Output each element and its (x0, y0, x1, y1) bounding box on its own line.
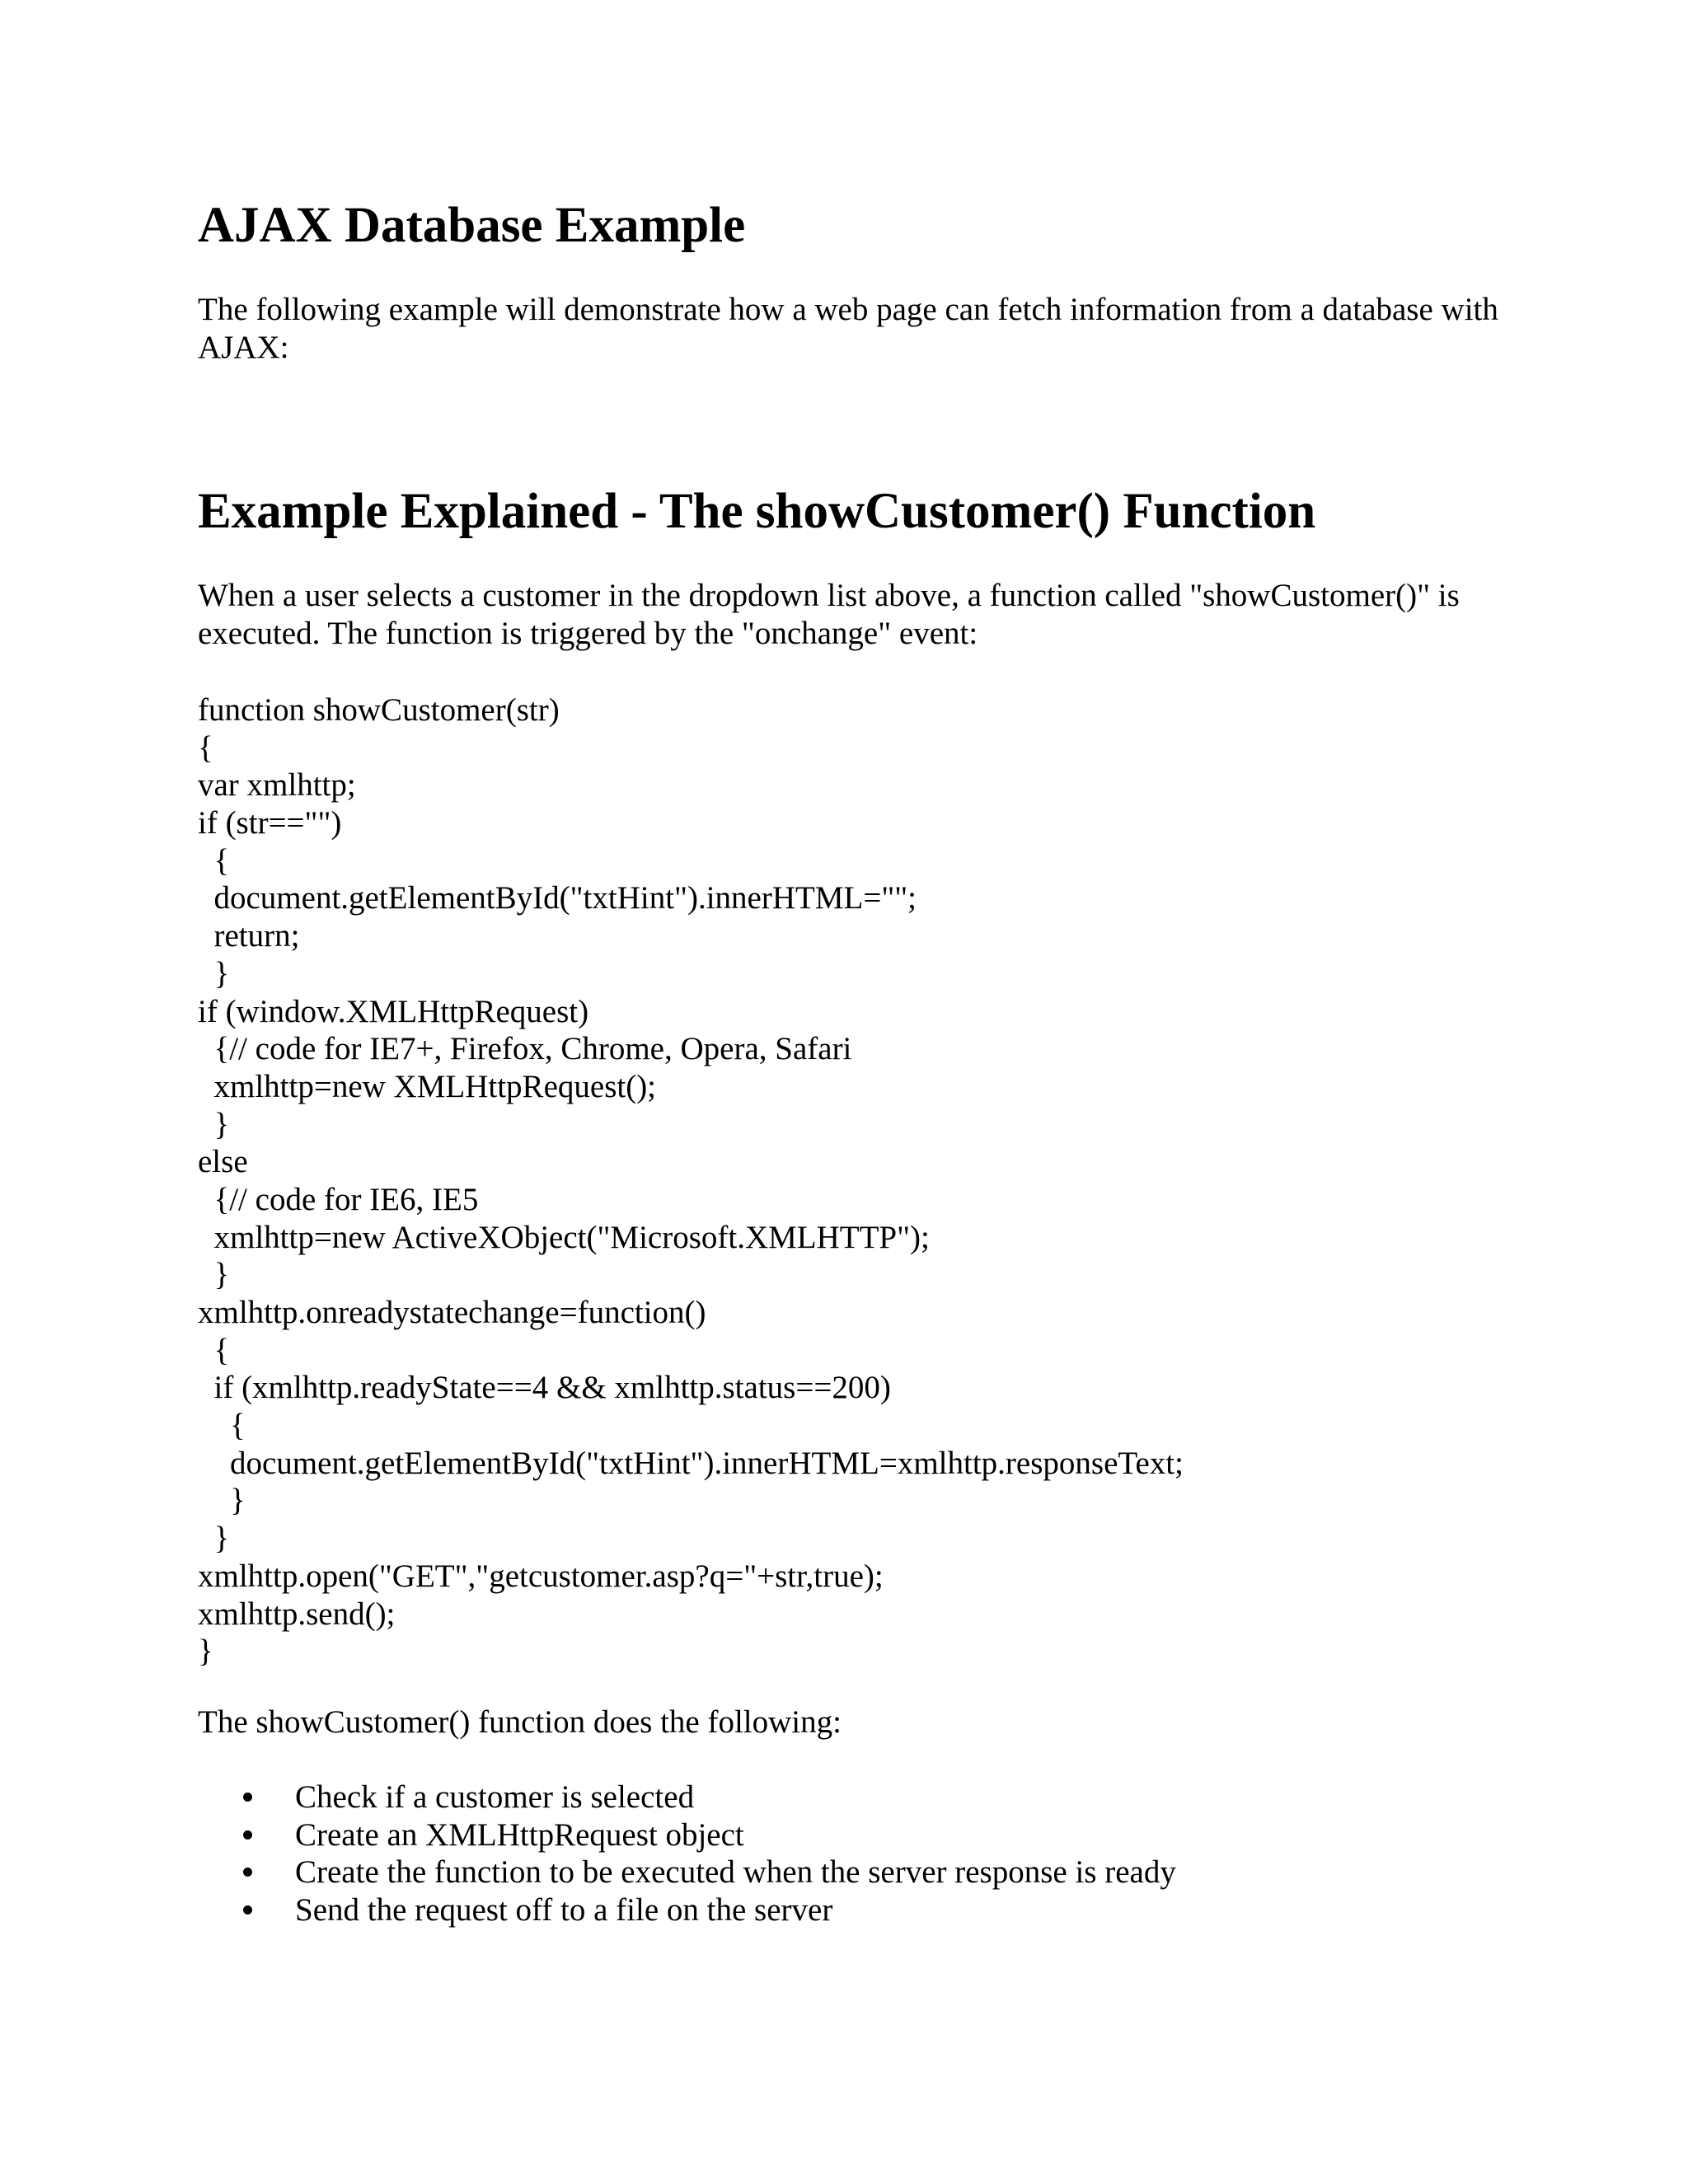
code-line: } (198, 1633, 213, 1670)
bullet-icon (243, 1868, 252, 1877)
explanation-paragraph: When a user selects a customer in the dropdown list above, a function called "showCustomer()" is executed. The function is triggered by the "onchange" event: (198, 578, 1460, 651)
section-heading: Example Explained - The showCustomer() Function (198, 484, 1316, 539)
code-line: } (198, 1106, 230, 1142)
list-item (198, 1779, 1176, 1816)
bullet-icon (243, 1793, 252, 1802)
code-line: xmlhttp=new ActiveXObject("Microsoft.XMLHTTP"); (198, 1219, 930, 1255)
code-line: { (198, 729, 213, 766)
code-line: xmlhttp.open("GET","getcustomer.asp?q="+str,true); (198, 1558, 884, 1594)
code-line: else (198, 1144, 248, 1180)
list-item (198, 1891, 1176, 1929)
list-item-text: Check if a customer is selected (295, 1779, 695, 1815)
code-line: var xmlhttp; (198, 767, 356, 804)
code-line: return; (198, 918, 300, 954)
code-line: {// code for IE6, IE5 (198, 1181, 479, 1217)
code-line: xmlhttp.onreadystatechange=function() (198, 1295, 706, 1330)
code-line: } (198, 1257, 230, 1293)
code-line: { (198, 1408, 246, 1444)
code-line: { (198, 1332, 230, 1368)
code-line: { (198, 842, 230, 879)
code-line: document.getElementById("txtHint").innerHTML=xmlhttp.responseText; (198, 1445, 1184, 1481)
intro-paragraph: The following example will demonstrate how a web page can fetch information from a database with AJAX: (198, 292, 1498, 365)
code-line: if (window.XMLHttpRequest) (198, 993, 589, 1029)
code-line: } (198, 1483, 246, 1519)
list-item-text: Create the function to be executed when the server response is ready (295, 1854, 1176, 1890)
code-line: if (str=="") (198, 805, 342, 841)
code-line: xmlhttp.send(); (198, 1596, 396, 1632)
code-block (198, 691, 1184, 1671)
list-item-text: Send the request off to a file on the server (295, 1891, 833, 1928)
code-line: {// code for IE7+, Firefox, Chrome, Opera, Safari (198, 1031, 852, 1067)
code-line: if (xmlhttp.readyState==4 && xmlhttp.status==200) (198, 1370, 891, 1406)
bullet-icon (243, 1905, 252, 1915)
code-line: } (198, 955, 230, 991)
code-line: } (198, 1521, 230, 1557)
list-item (198, 1816, 1176, 1854)
code-line: xmlhttp=new XMLHttpRequest(); (198, 1068, 657, 1104)
page-title: AJAX Database Example (198, 198, 746, 253)
list-item-text: Create an XMLHttpRequest object (295, 1816, 744, 1853)
list-item (198, 1854, 1176, 1891)
summary-paragraph: The showCustomer() function does the following: (198, 1704, 842, 1740)
bullet-list (198, 1779, 1176, 1929)
code-line: document.getElementById("txtHint").innerHTML=""; (198, 880, 917, 916)
code-line: function showCustomer(str) (198, 692, 560, 728)
bullet-icon (243, 1830, 252, 1840)
